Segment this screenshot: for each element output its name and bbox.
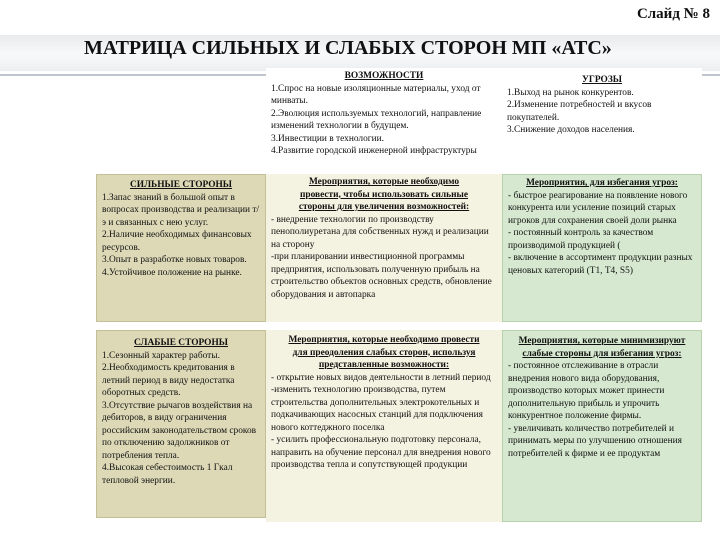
threats-heading: УГРОЗЫ <box>582 75 622 85</box>
wo-heading: для преодоления слабых сторон, используя <box>292 347 476 358</box>
wo-item: -изменить технологию производства, путем строительства дополнительных электрокотельных и подкачивающих насосных станций для подключения нового коттеджного поселка <box>271 385 483 433</box>
strength-item: 4.Устойчивое положение на рынке. <box>102 267 242 278</box>
opportunity-item: 4.Развитие городской инженерной инфраструктуры <box>271 146 477 156</box>
page-title: МАТРИЦА СИЛЬНЫХ И СЛАБЫХ СТОРОН МП «АТС» <box>84 37 612 59</box>
opportunity-item: 2.Эволюция используемых технологий, направление изменений технологии в будущем. <box>271 108 482 131</box>
wo-item: - открытие новых видов деятельности в летний период <box>271 372 491 383</box>
so-item: - внедрение технологии по производству пенополиуретана для собственных нужд и реализации на сторону <box>271 214 489 250</box>
threat-item: 2.Изменение потребностей и вкусов покупателей. <box>507 100 652 123</box>
threat-item: 3.Снижение доходов населения. <box>507 125 635 135</box>
st-item: - включение в ассортимент продукции разных ценовых категорий (Т1, Т4, S5) <box>508 253 693 276</box>
so-heading: провести, чтобы использовать сильные <box>299 189 469 200</box>
wt-strategies-cell <box>502 330 702 522</box>
threats-cell <box>502 68 702 174</box>
strength-item: 2.Наличие необходимых финансовых ресурсов. <box>102 230 252 253</box>
opportunity-item: 1.Спрос на новые изоляционные материалы, уход от минваты. <box>271 83 481 106</box>
st-item: - постоянный контроль за качеством производимой продукцией ( <box>508 228 654 251</box>
strengths-cell <box>96 174 266 322</box>
wt-heading: слабые стороны для избегания угроз: <box>522 348 682 359</box>
weakness-item: 3.Отсутствие рычагов воздействия на дебиторов, в виду ограничения российским законодательством сроков по отключению задолжников от потребления тепла. <box>102 400 257 461</box>
wt-item: - увеличивать количество потребителей и принимать меры по улучшению отношения потребителей к фирме и ее продуктам <box>508 423 682 459</box>
weakness-item: 2.Необходимость кредитования в летний период в виду недостатка оборотных средств. <box>102 363 235 398</box>
weakness-item: 1.Сезонный характер работы. <box>102 350 220 361</box>
st-strategies-cell <box>502 174 702 322</box>
so-heading: стороны для увеличения возможностей: <box>298 202 470 212</box>
strength-item: 1.Запас знаний в большой опыт в вопросах производства и реализации т/э и связанных с нею услуг. <box>102 192 260 228</box>
wo-heading: Мероприятия, которые необходимо провести <box>288 335 480 345</box>
opportunities-cell <box>266 68 502 174</box>
so-strategies-cell <box>266 174 502 322</box>
strength-item: 3.Опыт в разработке новых товаров. <box>102 255 247 265</box>
weakness-item: 4.Высокая себестоимость 1 Гкал тепловой энергии. <box>102 463 233 486</box>
wt-item: - постоянное отслеживание в отрасли внедрения нового вида оборудования, производство которых может принести дополнительную прибыль и упрочить конкурентное положение фирмы. <box>508 361 665 421</box>
wo-strategies-cell <box>266 330 502 522</box>
wt-heading: Мероприятия, которые минимизируют <box>518 336 686 346</box>
strengths-heading: СИЛЬНЫЕ СТОРОНЫ <box>130 180 232 190</box>
opportunities-heading: ВОЗМОЖНОСТИ <box>344 71 424 81</box>
weaknesses-heading: СЛАБЫЕ СТОРОНЫ <box>134 338 228 348</box>
opportunity-item: 3.Инвестиции в технологии. <box>271 133 385 144</box>
weaknesses-cell <box>96 330 266 518</box>
st-item: - быстрое реагирование на появление нового конкурента или усиление позиций старых игроков для сохранения своей доли рынка <box>508 190 688 226</box>
slide-number: Слайд № 8 <box>636 6 710 22</box>
wo-item: - усилить профессиональную подготовку персонала, направить на обучение персонал для внедрения нового производства тепла и сопутствующей продукции <box>271 435 491 470</box>
st-heading: Мероприятия, для избегания угроз: <box>526 178 678 188</box>
wo-heading: представленные возможности: <box>318 360 450 370</box>
so-heading: Мероприятия, которые необходимо <box>308 177 460 187</box>
so-item: -при планировании инвестиционной программы предприятия, использовать полученную прибыль на строительство объектов основных средств, обновление оборудования и автопарка <box>271 252 492 300</box>
threat-item: 1.Выход на рынок конкурентов. <box>507 87 634 98</box>
